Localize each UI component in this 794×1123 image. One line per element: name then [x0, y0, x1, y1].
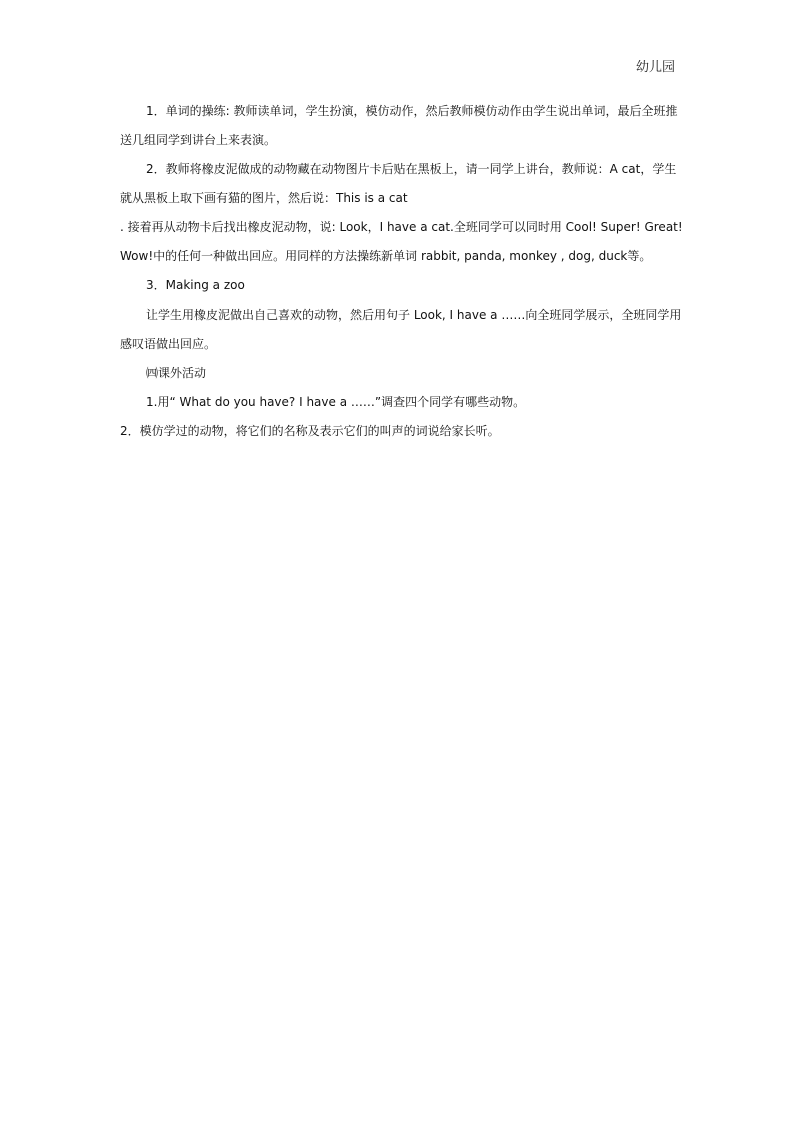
- paragraph-line-3: 2．教师将橡皮泥做成的动物藏在动物图片卡后贴在黑板上，请一同学上讲台，教师说：A cat，学生: [146, 162, 677, 176]
- section-heading-extracurricular: ㈣课外活动: [146, 366, 207, 380]
- header-label: 幼儿园: [635, 60, 675, 75]
- activity-item-1: 1.用“ What do you have? I have a ……”调查四个同学有哪些动物。: [146, 395, 526, 409]
- paragraph-line-5: . 接着再从动物卡后找出橡皮泥动物，说: Look，I have a cat.全班同学可以同时用 Cool! Super! Great!: [120, 220, 683, 234]
- paragraph-line-1: 1．单词的操练: 教师读单词，学生扮演，模仿动作，然后教师模仿动作由学生说出单词，最后全班推: [146, 104, 678, 118]
- section-heading-making-a-zoo: 3．Making a zoo: [146, 278, 245, 292]
- activity-item-2: 2．模仿学过的动物，将它们的名称及表示它们的叫声的词说给家长听。: [120, 424, 500, 438]
- paragraph-line-8: 感叹语做出回应。: [120, 337, 217, 351]
- paragraph-line-2: 送几组同学到讲台上来表演。: [120, 133, 277, 147]
- paragraph-line-7: 让学生用橡皮泥做出自己喜欢的动物，然后用句子 Look, I have a ……向全班同学展示，全班同学用: [146, 308, 682, 322]
- paragraph-line-4: 就从黑板上取下画有猫的图片，然后说：This is a cat: [120, 191, 408, 205]
- paragraph-line-6: Wow!中的任何一种做出回应。用同样的方法操练新单词 rabbit, panda, monkey , dog, duck等。: [120, 249, 652, 263]
